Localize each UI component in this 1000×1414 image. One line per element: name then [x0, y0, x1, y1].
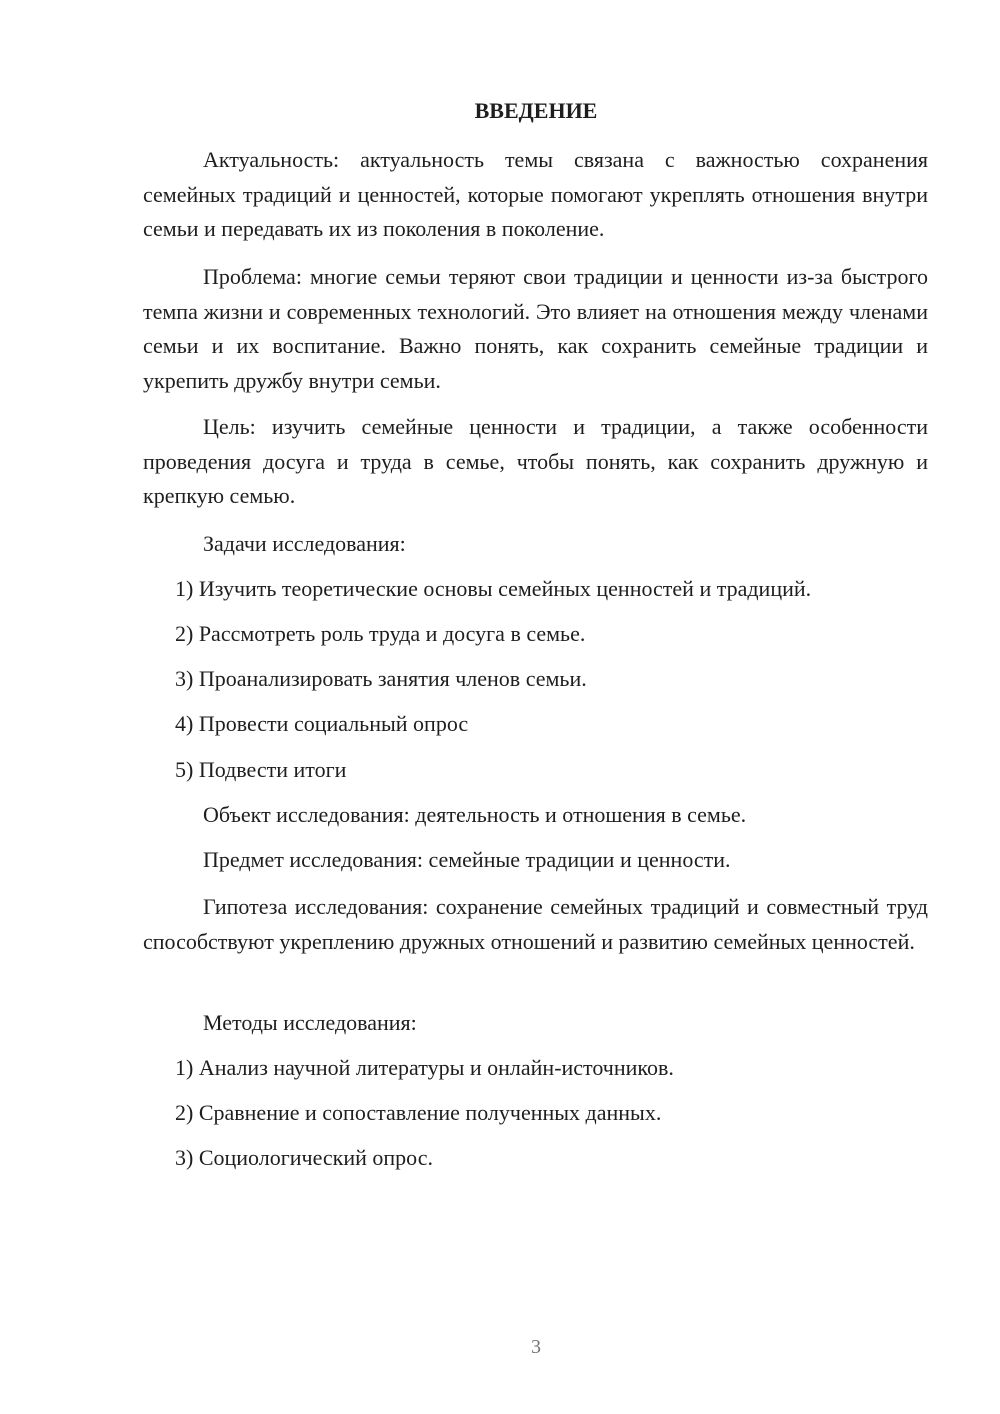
method-item: 1) Анализ научной литературы и онлайн-источников. — [175, 1055, 674, 1080]
hypothesis-paragraph: Гипотеза исследования: сохранение семейных традиций и совместный труд способствуют укреплению дружных отношений и развитию семейных ценностей. — [143, 894, 928, 954]
goal-paragraph: Цель: изучить семейные ценности и традиции, а также особенности проведения досуга и труда в семье, чтобы понять, как сохранить дружную и крепкую семью. — [143, 414, 928, 508]
subject-line: Предмет исследования: семейные традиции и ценности. — [203, 847, 731, 872]
task-item: 1) Изучить теоретические основы семейных ценностей и традиций. — [175, 576, 812, 601]
tasks-title: Задачи исследования: — [203, 531, 406, 556]
page-number: 3 — [531, 1336, 541, 1358]
methods-title: Методы исследования: — [203, 1010, 417, 1035]
task-item: 4) Провести социальный опрос — [175, 711, 469, 736]
task-item: 2) Рассмотреть роль труда и досуга в семье. — [175, 621, 586, 646]
method-item: 2) Сравнение и сопоставление полученных данных. — [175, 1100, 662, 1125]
relevance-paragraph: Актуальность: актуальность темы связана с важностью сохранения семейных традиций и ценностей, которые помогают укреплять отношения внутри семьи и передавать их из поколения в поколение. — [143, 147, 928, 241]
task-item: 5) Подвести итоги — [175, 757, 347, 782]
task-item: 3) Проанализировать занятия членов семьи. — [175, 666, 587, 691]
problem-paragraph: Проблема: многие семьи теряют свои традиции и ценности из-за быстрого темпа жизни и современных технологий. Это влияет на отношения между членами семьи и их воспитание. Важно понять, как сохранить семейные традиции и укрепить дружбу внутри семьи. — [143, 264, 928, 393]
page-title: ВВЕДЕНИЕ — [474, 98, 598, 123]
object-line: Объект исследования: деятельность и отношения в семье. — [203, 802, 747, 827]
method-item: 3) Социологический опрос. — [175, 1145, 433, 1170]
